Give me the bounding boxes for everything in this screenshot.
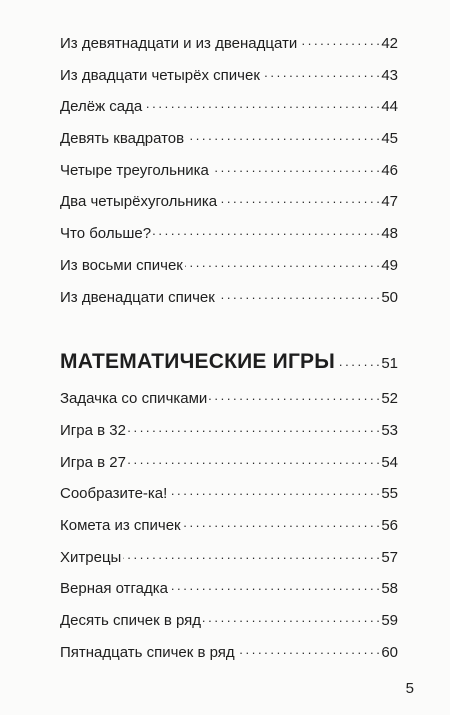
toc-entry-page: 50 xyxy=(381,288,398,306)
table-of-contents xyxy=(60,33,398,673)
toc-entry-title: Из девятнадцати и из двенадцати xyxy=(60,35,298,52)
dot-leader xyxy=(217,287,379,302)
section-page: 51 xyxy=(381,355,398,373)
toc-entry-page: 52 xyxy=(381,390,398,408)
dot-leader xyxy=(123,547,379,562)
toc-entry-page: 54 xyxy=(381,453,398,471)
toc-entry-title: Четыре треугольника xyxy=(60,161,209,179)
toc-entry-title: Сообразите-ка! xyxy=(60,485,168,503)
dot-leader xyxy=(153,223,379,238)
toc-entry-title: Девять квадратов xyxy=(60,130,185,148)
toc-group-2 xyxy=(60,388,398,673)
toc-entry-title: Верная отгадка xyxy=(60,580,168,598)
toc-entry-page: 45 xyxy=(381,130,398,148)
toc-entry-title: Два четырёхугольника xyxy=(60,193,218,211)
toc-entry xyxy=(60,96,398,128)
toc-entry-page: 55 xyxy=(381,485,398,503)
dot-leader xyxy=(169,483,379,498)
toc-entry-page: 46 xyxy=(381,161,398,179)
toc-entry xyxy=(60,65,398,97)
toc-entry-page: 53 xyxy=(381,421,398,439)
toc-entry-page: 58 xyxy=(381,580,398,598)
toc-entry-title: Из двенадцати спичек xyxy=(60,288,215,306)
toc-entry-title: Задачка со спичками xyxy=(60,390,208,408)
toc-entry-page: 47 xyxy=(381,193,398,211)
toc-entry-title: Хитрецы xyxy=(60,548,122,566)
toc-group-1 xyxy=(60,33,398,318)
toc-entry-title: Из двадцати четырёх спичек xyxy=(60,66,260,84)
toc-section-heading xyxy=(60,350,398,384)
section-gap xyxy=(60,318,398,350)
dot-leader xyxy=(170,578,379,593)
toc-entry-page: 44 xyxy=(381,98,398,116)
toc-entry xyxy=(60,547,398,579)
toc-entry-title: Из восьми спичек xyxy=(60,256,183,274)
dot-leader xyxy=(203,610,379,625)
dot-leader xyxy=(337,352,379,368)
toc-entry-title: Что больше? xyxy=(60,225,152,243)
dot-leader xyxy=(144,96,379,111)
page-number: 5 xyxy=(405,680,414,697)
toc-entry-title: Пятнадцать спичек в ряд xyxy=(60,643,235,661)
toc-entry-title: Игра в 32 xyxy=(60,421,126,439)
toc-entry-page: 49 xyxy=(381,256,398,274)
dot-leader xyxy=(209,388,379,403)
toc-entry xyxy=(60,515,398,547)
toc-entry-title: Комета из спичек xyxy=(60,516,181,534)
toc-entry-page: 56 xyxy=(381,516,398,534)
toc-entry-page: 57 xyxy=(381,548,398,566)
dot-leader xyxy=(186,128,379,143)
toc-entry xyxy=(60,160,398,192)
toc-entry xyxy=(60,33,398,65)
dot-leader xyxy=(237,642,380,657)
toc-entry-page: 48 xyxy=(381,225,398,243)
dot-leader xyxy=(185,255,379,270)
dot-leader xyxy=(128,420,379,435)
toc-entry xyxy=(60,483,398,515)
toc-entry-title: Делёж сада xyxy=(60,98,143,116)
toc-entry-page: 59 xyxy=(381,612,398,629)
dot-leader xyxy=(262,65,379,80)
toc-entry xyxy=(60,420,398,452)
dot-leader xyxy=(183,515,380,530)
section-title: МАТЕМАТИЧЕСКИЕ ИГРЫ xyxy=(60,350,336,374)
toc-entry-page: 42 xyxy=(381,35,398,52)
toc-entry xyxy=(60,452,398,484)
toc-entry-page: 43 xyxy=(381,66,398,84)
dot-leader xyxy=(299,33,379,48)
toc-entry-page: 60 xyxy=(381,643,398,661)
toc-entry xyxy=(60,255,398,287)
toc-entry xyxy=(60,223,398,255)
toc-entry-title: Десять спичек в ряд xyxy=(60,612,202,629)
toc-entry xyxy=(60,610,398,642)
toc-entry xyxy=(60,128,398,160)
toc-entry-title: Игра в 27 xyxy=(60,453,126,471)
toc-entry xyxy=(60,642,398,674)
dot-leader xyxy=(219,191,379,206)
toc-entry xyxy=(60,191,398,223)
dot-leader xyxy=(128,452,379,467)
toc-entry xyxy=(60,287,398,319)
toc-entry xyxy=(60,388,398,420)
dot-leader xyxy=(211,160,379,175)
toc-entry xyxy=(60,578,398,610)
